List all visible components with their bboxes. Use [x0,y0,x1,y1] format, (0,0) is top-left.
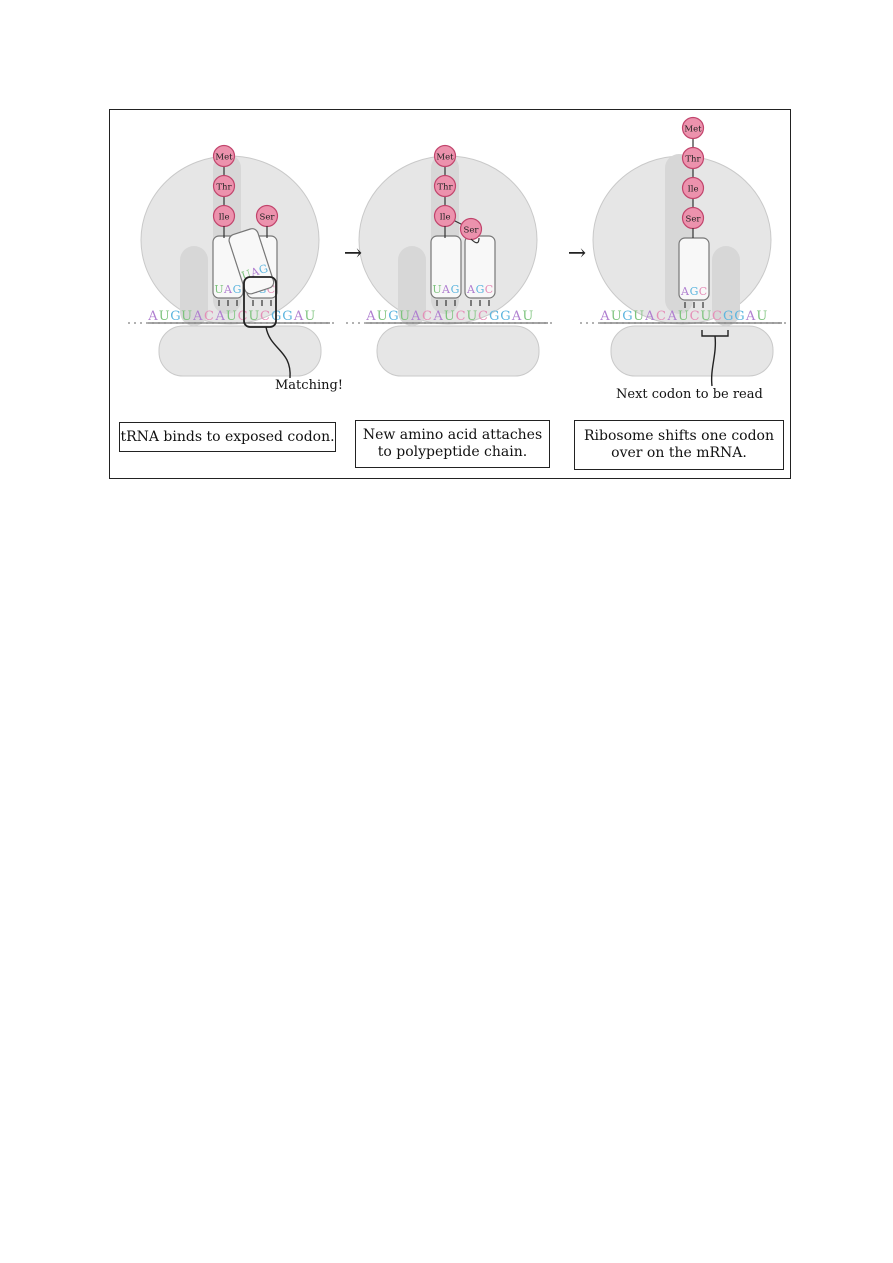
anticodon-base: G [450,283,460,296]
mrna-base: G [170,309,181,324]
anticodon-base: G [257,261,270,277]
mrna-base: G [622,309,633,324]
panel-1 [128,146,335,377]
caption-step-1-text: tRNA binds to exposed codon. [120,428,335,445]
anticodon-base: C [484,283,494,296]
mrna-base: C [656,309,666,324]
mrna-base: A [366,309,376,324]
trna [465,236,495,306]
caption-step-3-line1: Ribosome shifts one codon [583,428,774,444]
amino-acid-label: Ile [687,184,699,195]
caption-step-3-line2: over on the mRNA. [611,445,747,461]
anticodon-base: G [232,283,242,296]
amino-acid-label: Ile [218,212,230,223]
ribosome-small-subunit [159,326,321,376]
anticodon-base: G [689,285,699,298]
mrna-base: A [148,309,158,324]
mrna-base: A [511,309,522,324]
mrna-base: G [388,309,399,324]
mrna-base: U [376,309,388,324]
caption-step-3 [574,420,784,470]
mrna-base: U [466,309,478,324]
amino-acid-label: Thr [437,182,453,193]
panel-2 [343,146,553,377]
amino-acid-label: Met [215,152,233,163]
anticodon-base: A [249,264,261,280]
anticodon-base: A [224,283,232,296]
amino-acid-label: Ser [259,212,275,223]
amino-acid-label: Met [436,152,454,163]
mrna-base: A [745,309,756,324]
mrna-base: G [500,309,511,324]
amino-acid-label: Met [684,124,702,135]
mrna-base: A [411,309,421,324]
mrna-base: U [158,309,170,324]
amino-acid-label: Ile [439,212,451,223]
mrna-base: C [260,309,270,324]
mrna-base: U [181,309,193,324]
mrna-base: U [700,309,712,324]
mrna-base: C [712,309,722,324]
ribosome-small-subunit [611,326,773,376]
mrna-base: U [633,309,645,324]
mrna-base: G [489,309,500,324]
step-arrow: → [343,241,363,266]
mrna-base: C [689,309,700,324]
mrna-base: U [677,309,689,324]
mrna-base: U [756,309,768,324]
mrna-base: C [422,309,432,324]
anticodon-base: A [681,285,689,298]
anticodon-base: C [266,283,276,296]
matching-label: Matching! [275,378,344,393]
next-codon-label: Next codon to be read [616,387,763,402]
anticodon-base: A [442,283,450,296]
caption-step-2-line1: New amino acid attaches [362,427,543,443]
translation-figure [109,109,791,479]
mrna-base: U [248,309,260,324]
mrna-base: U [225,309,237,324]
caption-step-2-line2: to polypeptide chain. [377,444,528,460]
anticodon-base: C [698,285,708,298]
mrna-base: G [271,309,282,324]
amino-acid-label: Thr [216,182,232,193]
caption-step-2 [355,420,550,468]
caption-step-1 [119,422,336,452]
mrna-base: A [433,309,443,324]
anticodon-base: U [214,283,224,296]
mrna-base: A [293,309,304,324]
mrna-base: A [215,309,225,324]
anticodon-base: G [475,283,485,296]
mrna-base: U [443,309,455,324]
mrna-base: A [667,309,677,324]
anticodon-base: A [467,283,475,296]
anticodon-base: U [432,283,442,296]
mrna-base: G [282,309,293,324]
mrna-base: U [610,309,622,324]
mrna-base: U [304,309,316,324]
mrna-base: C [478,309,488,324]
mrna-base: U [522,309,534,324]
step-arrow: → [567,241,587,266]
amino-acid-label: Ser [463,225,479,236]
mrna-base: A [600,309,610,324]
amino-acid-label: Thr [685,154,701,165]
ribosome-small-subunit [377,326,539,376]
mrna-base: C [204,309,214,324]
mrna-base: A [193,309,203,324]
anticodon-base: U [239,267,253,283]
mrna-base: U [399,309,411,324]
mrna-base: G [723,309,734,324]
mrna-base: G [734,309,745,324]
amino-acid-label: Ser [685,214,701,225]
mrna-base: A [645,309,655,324]
mrna-base: C [237,309,248,324]
trna [679,238,709,308]
trna [431,236,461,306]
mrna-base: C [455,309,466,324]
